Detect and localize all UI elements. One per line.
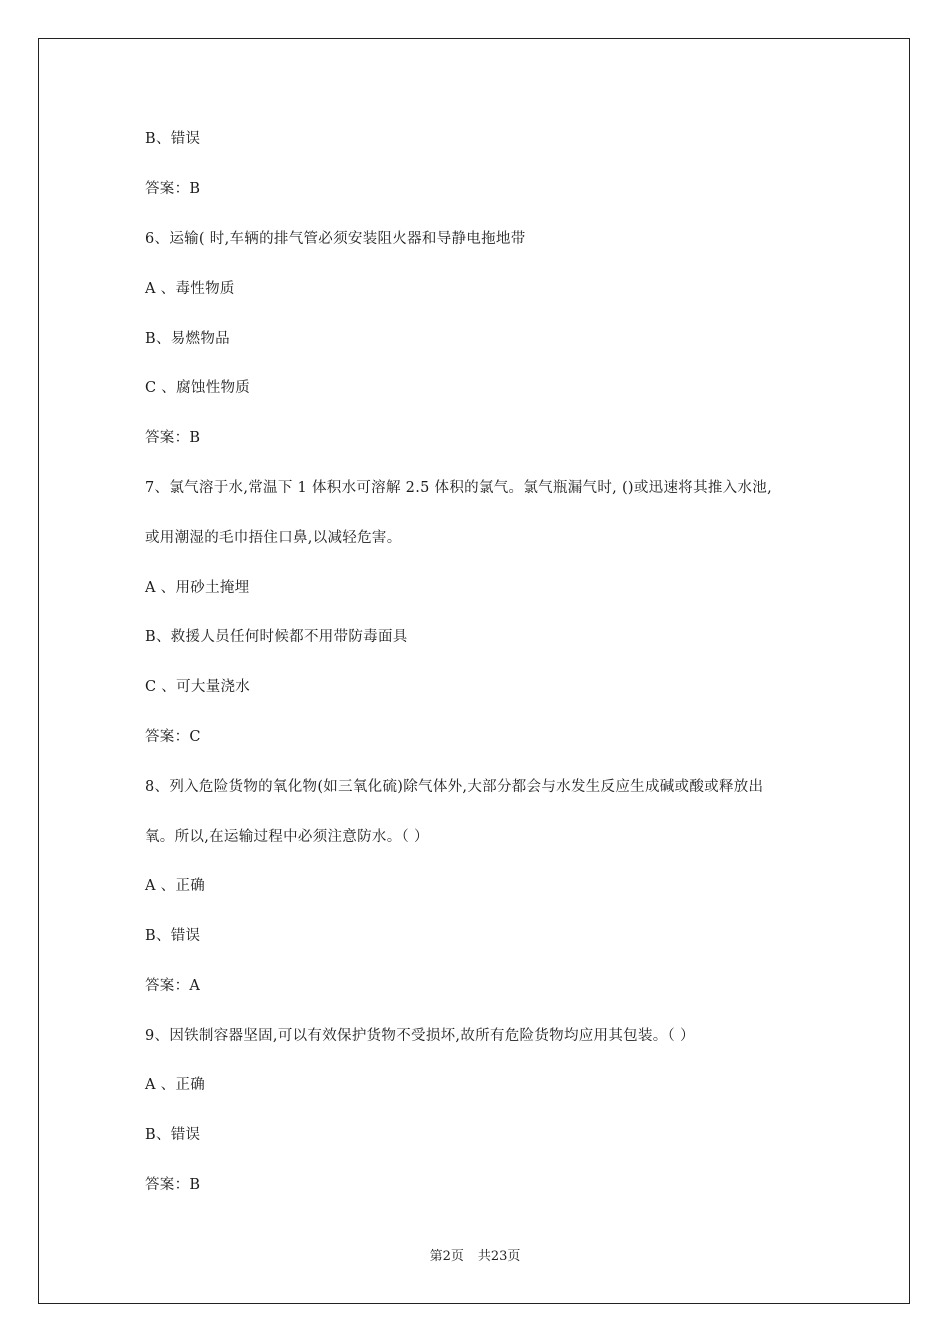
answer-q7: 答案：C bbox=[145, 729, 201, 745]
answer-q9: 答案：B bbox=[145, 1177, 201, 1193]
answer-q5: 答案：B bbox=[145, 181, 201, 197]
option-b-q5: B、错误 bbox=[145, 131, 201, 147]
answer-q8: 答案：A bbox=[145, 978, 201, 994]
option-b-q8: B、错误 bbox=[145, 928, 201, 944]
question-6: 6、运输( 时,车辆的排气管必须安装阻火器和导静电拖地带 bbox=[145, 231, 526, 247]
question-8-line-1: 8、列入危险货物的氧化物(如三氧化硫)除气体外,大部分都会与水发生反应生成碱或酸或释放出 bbox=[145, 779, 764, 795]
total-pages: 共23页 bbox=[477, 1249, 521, 1264]
option-b-q6: B、易燃物品 bbox=[145, 331, 230, 347]
option-a-q6: A 、毒性物质 bbox=[145, 281, 235, 297]
question-8-line-2: 氧。所以,在运输过程中必须注意防水。（ ） bbox=[145, 829, 429, 845]
option-a-q7: A 、用砂土掩埋 bbox=[145, 580, 250, 596]
page-footer bbox=[0, 1248, 950, 1266]
question-9: 9、因铁制容器坚固,可以有效保护货物不受损坏,故所有危险货物均应用其包装。（ ） bbox=[145, 1028, 695, 1044]
question-7-line-2: 或用潮湿的毛巾捂住口鼻,以减轻危害。 bbox=[145, 530, 402, 546]
option-a-q8: A 、正确 bbox=[145, 878, 206, 894]
question-7-line-1: 7、氯气溶于水,常温下 1 体积水可溶解 2.5 体积的氯气。氯气瓶漏气时, ()或迅速将其推入水池, bbox=[145, 480, 772, 496]
option-b-q9: B、错误 bbox=[145, 1127, 201, 1143]
page-number: 第2页 bbox=[429, 1249, 464, 1264]
page-frame bbox=[38, 38, 910, 1304]
option-c-q7: C 、可大量浇水 bbox=[145, 679, 251, 695]
answer-q6: 答案：B bbox=[145, 430, 201, 446]
option-c-q6: C 、腐蚀性物质 bbox=[145, 380, 251, 396]
option-b-q7: B、救援人员任何时候都不用带防毒面具 bbox=[145, 629, 408, 645]
option-a-q9: A 、正确 bbox=[145, 1077, 206, 1093]
